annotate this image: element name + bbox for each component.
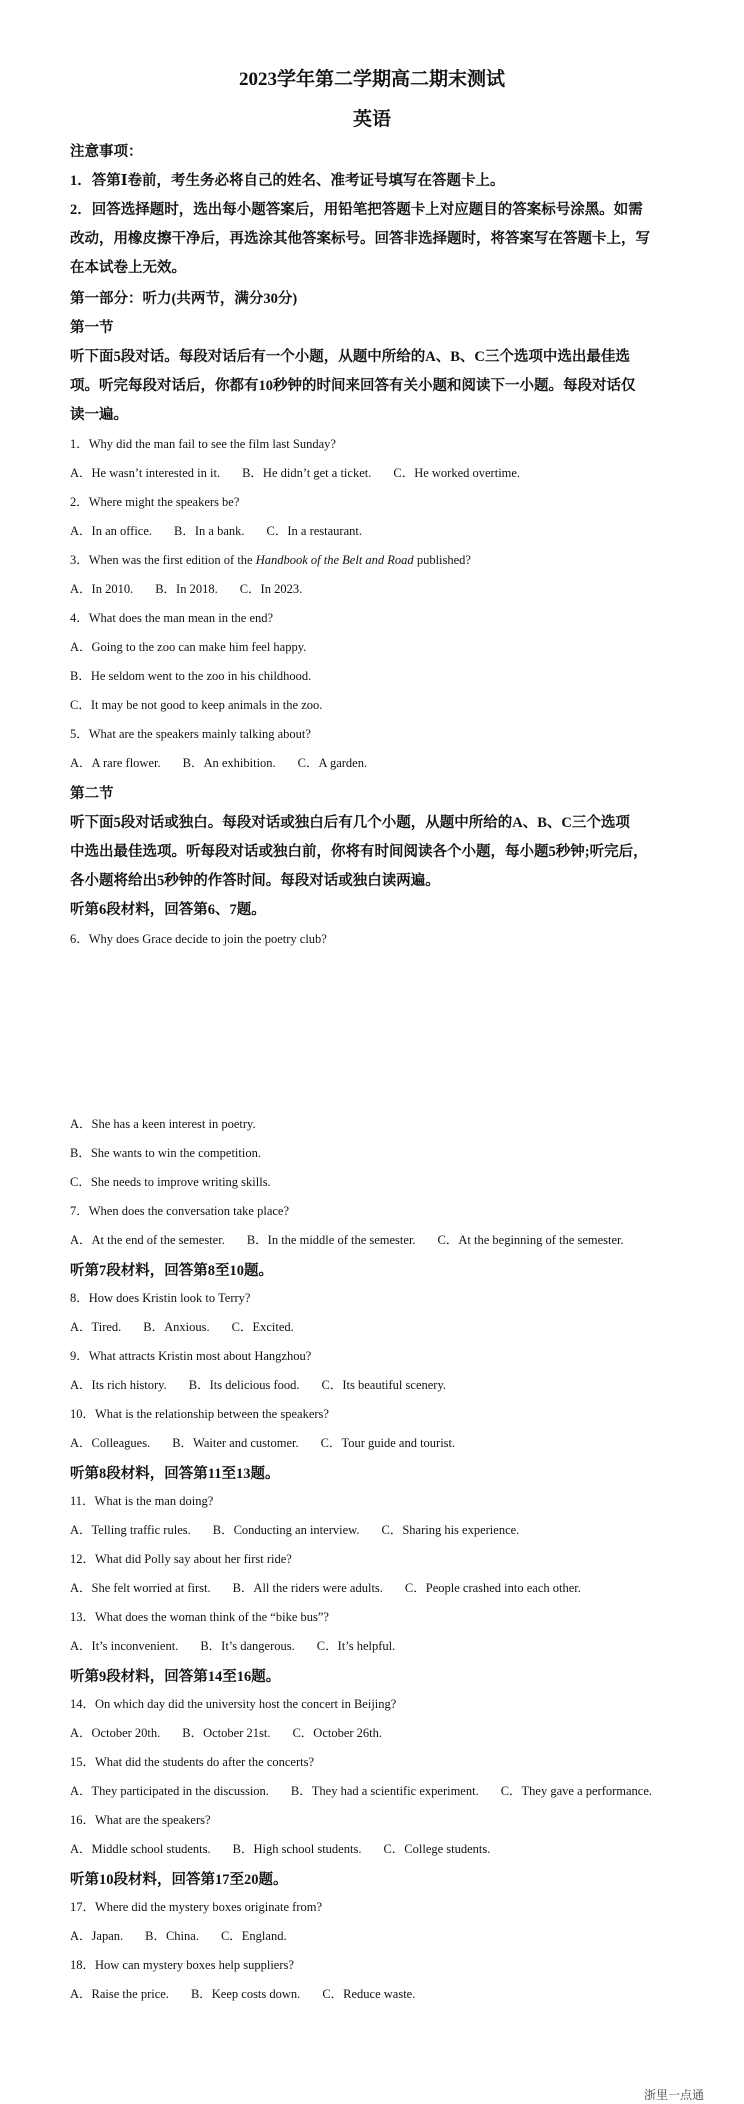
option-c: C．England.: [220, 1929, 287, 1943]
option-b: B．Waiter and customer.: [172, 1436, 299, 1450]
option-b: B．Anxious.: [143, 1320, 210, 1334]
option-c: C．Reduce waste.: [322, 1987, 416, 2001]
question-5: 5．What are the speakers mainly talking about?: [70, 727, 311, 741]
section-1-instructions-line-1: 听下面5段对话。每段对话后有一个小题，从题中所给的A、B、C三个选项中选出最佳选: [70, 349, 630, 365]
option-c: C．Tour guide and tourist.: [320, 1436, 456, 1450]
material-7-heading: 听第7段材料，回答第8至10题。: [70, 1263, 273, 1279]
footer-watermark: 浙里一点通: [643, 2088, 704, 2102]
option-a: A．He wasn’t interested in it.: [70, 466, 221, 480]
question-6-option-b: B．She wants to win the competition.: [70, 1146, 261, 1160]
option-b: B．They had a scientific experiment.: [290, 1784, 479, 1798]
option-a: A．In 2010.: [70, 582, 134, 596]
option-a: A．Japan.: [70, 1929, 124, 1943]
question-1: 1．Why did the man fail to see the film last Sunday?: [70, 437, 336, 451]
question-9: 9．What attracts Kristin most about Hangzhou?: [70, 1349, 312, 1363]
option-b: B．China.: [145, 1929, 199, 1943]
question-14-options: [70, 1723, 680, 1741]
question-11: 11．What is the man doing?: [70, 1494, 214, 1508]
option-b: B．He didn’t get a ticket.: [242, 466, 372, 480]
option-a: A．Its rich history.: [70, 1378, 167, 1392]
question-13-options: [70, 1636, 680, 1654]
option-c: C．In a restaurant.: [266, 524, 362, 538]
option-b: B．Keep costs down.: [190, 1987, 301, 2001]
question-15-options: [70, 1781, 680, 1799]
question-1-options: [70, 463, 680, 481]
question-16-options: [70, 1839, 680, 1857]
question-15: 15．What did the students do after the concerts?: [70, 1755, 315, 1769]
section-1-heading: 第一节: [70, 320, 114, 336]
option-b: B．Its delicious food.: [188, 1378, 300, 1392]
option-a: A．October 20th.: [70, 1726, 161, 1740]
option-b: B．In 2018.: [155, 582, 218, 596]
option-b: B．In a bank.: [174, 524, 245, 538]
question-4: 4．What does the man mean in the end?: [70, 611, 274, 625]
question-13: 13．What does the woman think of the “bike bus”?: [70, 1610, 329, 1624]
option-b: B．October 21st.: [182, 1726, 271, 1740]
option-b: B．An exhibition.: [182, 756, 276, 770]
exam-title: 2023学年第二学期高二期末测试: [238, 69, 505, 90]
option-a: A．Colleagues.: [70, 1436, 151, 1450]
question-9-options: [70, 1375, 680, 1393]
option-c: C．Its beautiful scenery.: [321, 1378, 447, 1392]
question-10: 10．What is the relationship between the speakers?: [70, 1407, 329, 1421]
option-c: C．Excited.: [231, 1320, 294, 1334]
book-title: Handbook of the Belt and Road: [255, 553, 414, 567]
question-2-options: [70, 521, 680, 539]
question-18-options: [70, 1984, 680, 2002]
question-17-options: [70, 1926, 680, 1944]
option-b: B．Conducting an interview.: [212, 1523, 360, 1537]
part-1-heading: 第一部分：听力(共两节，满分30分): [70, 291, 298, 307]
option-b: B．In the middle of the semester.: [246, 1233, 416, 1247]
question-5-options: [70, 753, 680, 771]
question-3-options: [70, 579, 680, 597]
option-b: B．All the riders were adults.: [232, 1581, 383, 1595]
question-7: 7．When does the conversation take place?: [70, 1204, 290, 1218]
material-6-heading: 听第6段材料，回答第6、7题。: [70, 902, 266, 918]
section-1-instructions-line-3: 读一遍。: [70, 407, 128, 423]
option-a: A．Middle school students.: [70, 1842, 211, 1856]
question-6-option-c: C．She needs to improve writing skills.: [70, 1175, 271, 1189]
section-1-instructions-line-2: 项。听完每段对话后，你都有10秒钟的时间来回答有关小题和阅读下一小题。每段对话仅: [70, 378, 636, 394]
option-a: A．At the end of the semester.: [70, 1233, 225, 1247]
material-8-heading: 听第8段材料，回答第11至13题。: [70, 1466, 280, 1482]
question-12: 12．What did Polly say about her first ride?: [70, 1552, 292, 1566]
question-8: 8．How does Kristin look to Terry?: [70, 1291, 251, 1305]
option-a: A．It’s inconvenient.: [70, 1639, 179, 1653]
material-9-heading: 听第9段材料，回答第14至16题。: [70, 1669, 281, 1685]
option-c: C．At the beginning of the semester.: [437, 1233, 624, 1247]
notice-item-2-line-1: 2．回答选择题时，选出每小题答案后，用铅笔把答题卡上对应题目的答案标号涂黑。如需: [70, 202, 643, 218]
question-6: 6．Why does Grace decide to join the poetry club?: [70, 932, 327, 946]
option-a: A．She felt worried at first.: [70, 1581, 211, 1595]
question-18: 18．How can mystery boxes help suppliers?: [70, 1958, 294, 1972]
question-17: 17．Where did the mystery boxes originate from?: [70, 1900, 323, 1914]
option-c: C．In 2023.: [239, 582, 303, 596]
option-c: C．A garden.: [297, 756, 368, 770]
question-4-option-b: B．He seldom went to the zoo in his childhood.: [70, 669, 312, 683]
question-2: 2．Where might the speakers be?: [70, 495, 240, 509]
question-14: 14．On which day did the university host the concert in Beijing?: [70, 1697, 397, 1711]
option-a: A．They participated in the discussion.: [70, 1784, 269, 1798]
subject-title: 英语: [352, 109, 391, 130]
option-a: A．Tired.: [70, 1320, 122, 1334]
question-10-options: [70, 1433, 680, 1451]
option-c: C．They gave a performance.: [500, 1784, 653, 1798]
option-c: C．October 26th.: [292, 1726, 383, 1740]
notice-item-2-line-3: 在本试卷上无效。: [70, 260, 186, 276]
option-c: C．He worked overtime.: [393, 466, 521, 480]
option-b: B．High school students.: [232, 1842, 362, 1856]
question-3-text-start: 3．When was the first edition of the: [70, 553, 256, 567]
question-7-options: [70, 1230, 680, 1248]
option-c: C．College students.: [383, 1842, 491, 1856]
question-16: 16．What are the speakers?: [70, 1813, 211, 1827]
option-c: C．Sharing his experience.: [381, 1523, 520, 1537]
notice-item-1: 1．答第Ⅰ卷前，考生务必将自己的姓名、准考证号填写在答题卡上。: [70, 173, 505, 189]
question-11-options: [70, 1520, 680, 1538]
material-10-heading: 听第10段材料，回答第17至20题。: [70, 1872, 288, 1888]
notice-heading: 注意事项：: [70, 144, 143, 160]
option-c: C．People crashed into each other.: [404, 1581, 581, 1595]
section-2-instructions-line-3: 各小题将给出5秒钟的作答时间。每段对话或独白读两遍。: [70, 873, 440, 889]
question-8-options: [70, 1317, 680, 1335]
question-12-options: [70, 1578, 680, 1596]
option-c: C．It’s helpful.: [316, 1639, 396, 1653]
question-3: [70, 550, 680, 568]
option-b: B．It’s dangerous.: [200, 1639, 295, 1653]
section-2-instructions-line-1: 听下面5段对话或独白。每段对话或独白后有几个小题，从题中所给的A、B、C三个选项: [70, 815, 630, 831]
option-a: A．In an office.: [70, 524, 153, 538]
option-a: A．Raise the price.: [70, 1987, 169, 2001]
question-4-option-c: C．It may be not good to keep animals in the zoo.: [70, 698, 323, 712]
question-3-text-end: published?: [413, 553, 471, 567]
option-a: A．A rare flower.: [70, 756, 161, 770]
section-2-heading: 第二节: [70, 786, 114, 802]
question-6-option-a: A．She has a keen interest in poetry.: [70, 1117, 256, 1131]
question-4-option-a: A．Going to the zoo can make him feel happy.: [70, 640, 307, 654]
option-a: A．Telling traffic rules.: [70, 1523, 191, 1537]
section-2-instructions-line-2: 中选出最佳选项。听每段对话或独白前，你将有时间阅读各个小题，每小题5秒钟;听完后，: [70, 844, 648, 860]
notice-item-2-line-2: 改动，用橡皮擦干净后，再选涂其他答案标号。回答非选择题时，将答案写在答题卡上，写: [70, 231, 650, 247]
